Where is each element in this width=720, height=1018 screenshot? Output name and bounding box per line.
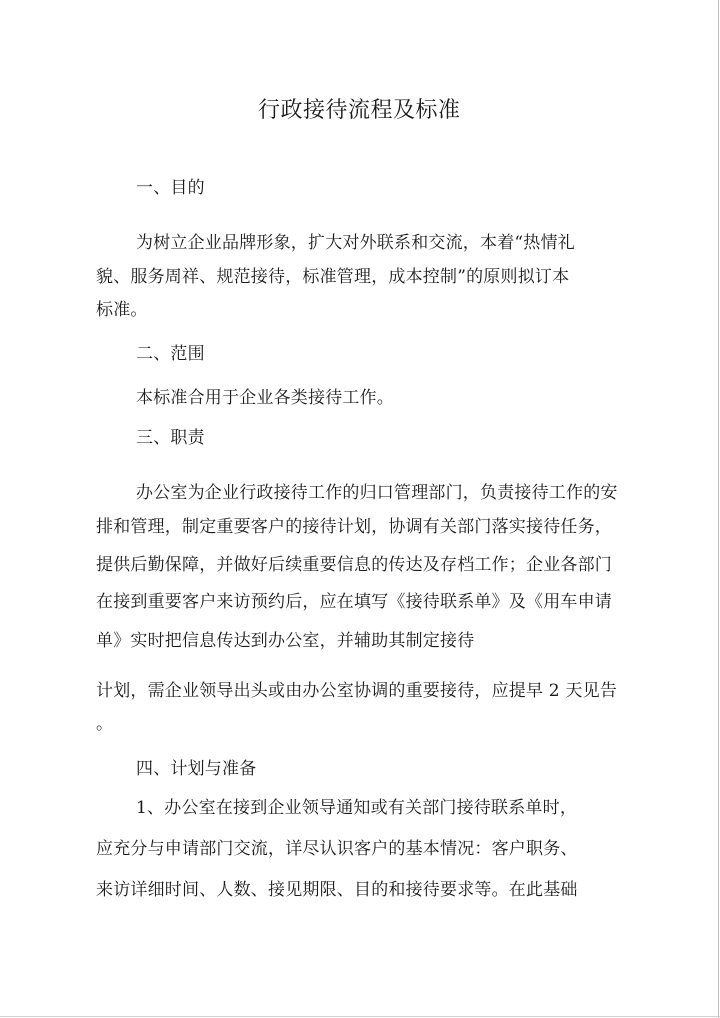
section-heading-scope: 二、范围 [136, 344, 205, 364]
paragraph-line: 提供后勤保障，并做好后续重要信息的传达及存档工作；企业各部门 [96, 555, 612, 575]
section-heading-plan: 四、计划与准备 [136, 759, 257, 779]
paragraph-line: 排和管理，制定重要客户的接待计划，协调有关部门落实接待任务， [96, 517, 612, 537]
section-heading-purpose: 一、目的 [136, 178, 205, 198]
paragraph-line: 来访详细时间、人数、接见期限、目的和接待要求等。在此基础 [96, 880, 578, 900]
page-edge-bottom [0, 1016, 720, 1017]
paragraph-line: 在接到重要客户来访预约后，应在填写《接待联系单》及《用车申请 [96, 592, 612, 612]
paragraph-line: 为树立企业品牌形象，扩大对外联系和交流，本着“热情礼 [136, 233, 575, 253]
document-title: 行政接待流程及标准 [258, 98, 461, 123]
paragraph-line: 。 [96, 714, 114, 734]
page-edge-right [718, 0, 719, 1018]
section-heading-responsibility: 三、职责 [136, 428, 205, 448]
paragraph-line: 标准。 [96, 300, 148, 320]
paragraph-line: 办公室为企业行政接待工作的归口管理部门，负责接待工作的安 [136, 483, 618, 503]
paragraph-line: 计划，需企业领导出头或由办公室协调的重要接待，应提早 2 天见告 [96, 681, 618, 701]
paragraph-line: 本标准合用于企业各类接待工作。 [136, 388, 394, 408]
paragraph-line: 貌、服务周祥、规范接待，标准管理，成本控制”的原则拟订本 [96, 267, 570, 287]
paragraph-line: 1、办公室在接到企业领导通知或有关部门接待联系单时， [136, 798, 578, 818]
paragraph-line: 单》实时把信息传达到办公室，并辅助其制定接待 [96, 631, 475, 651]
paragraph-line: 应充分与申请部门交流，详尽认识客户的基本情况：客户职务、 [96, 839, 578, 859]
